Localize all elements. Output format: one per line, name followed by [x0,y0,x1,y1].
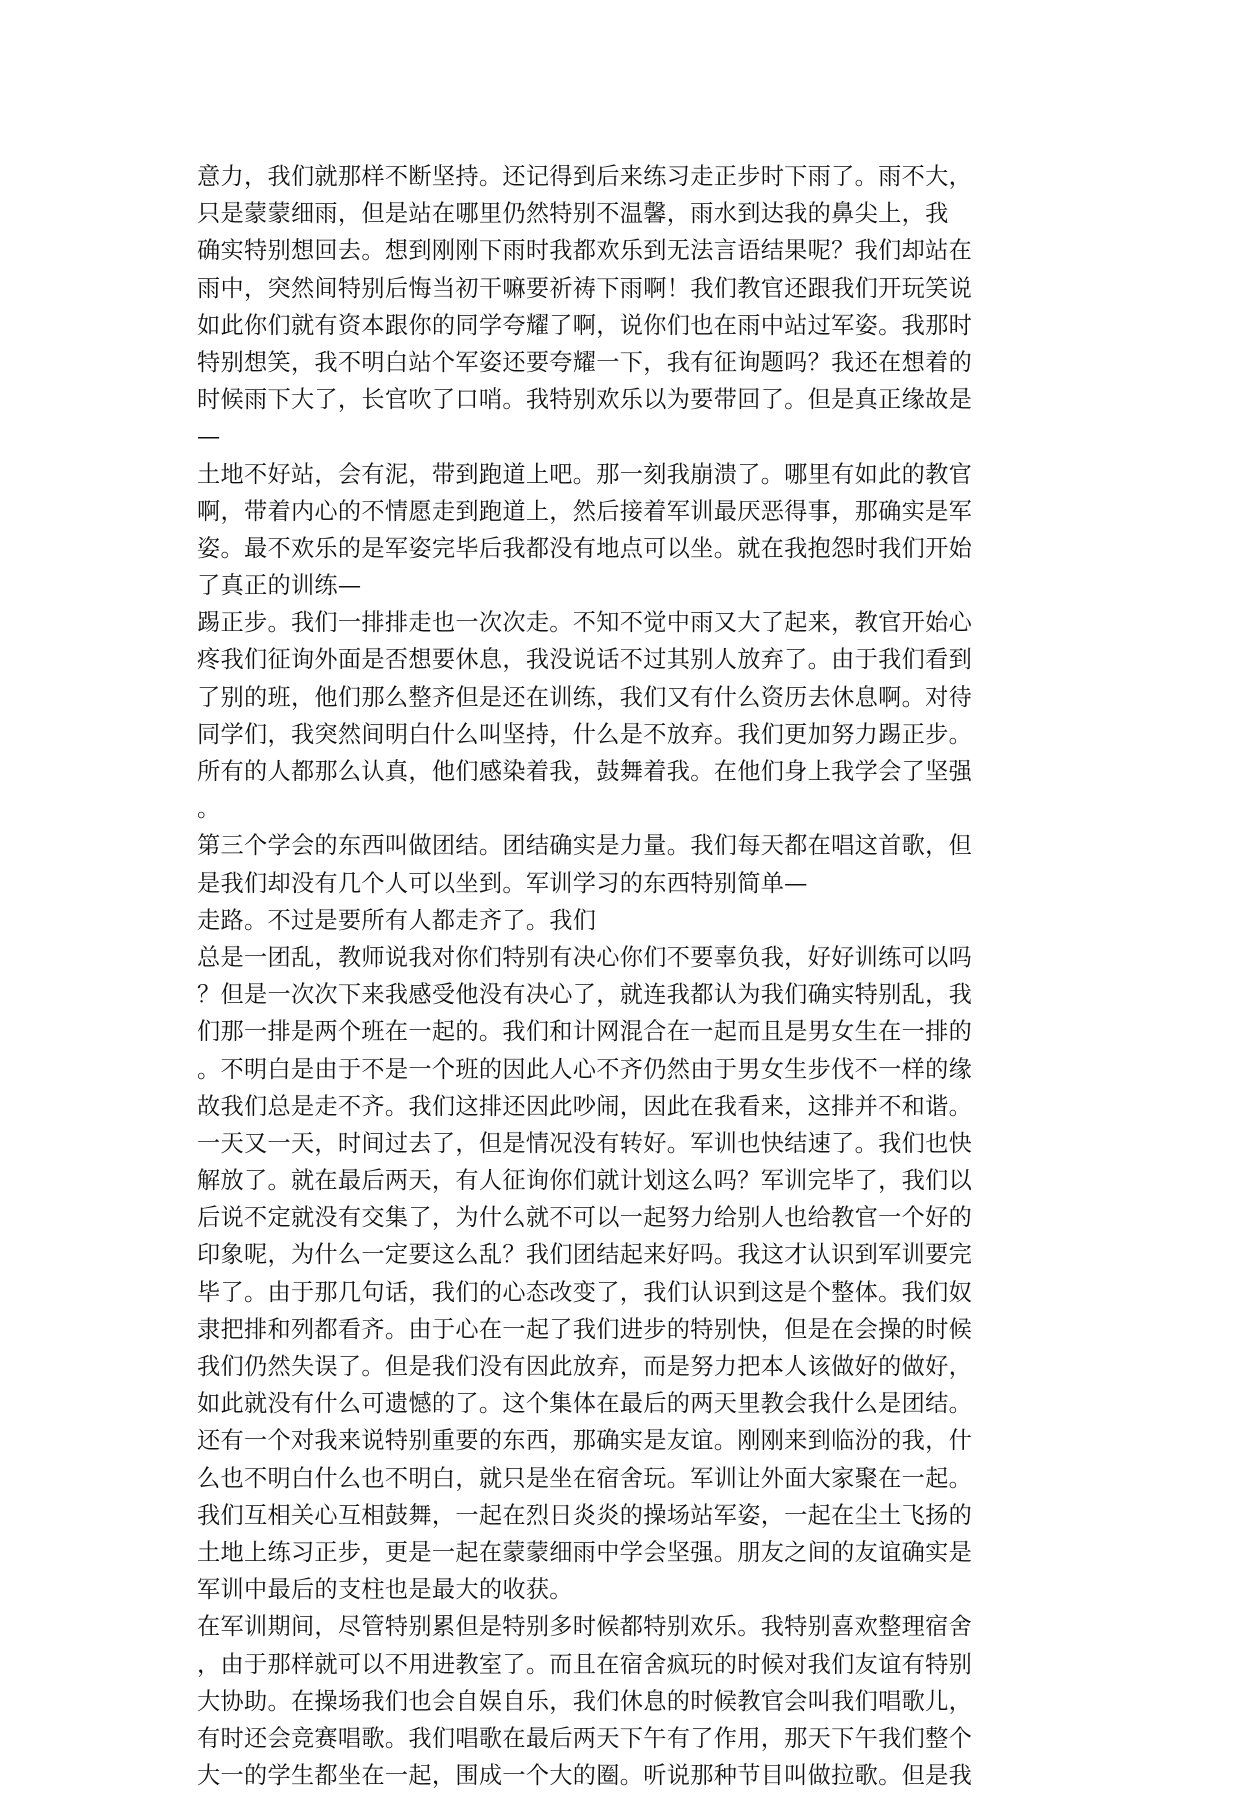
text-line: 总是一团乱，教师说我对你们特别有决心你们不要辜负我，好好训练可以吗 [197,943,973,971]
text-line: 特别想笑，我不明白站个军姿还要夸耀一下，我有征询题吗？我还在想着的 [197,348,973,376]
text-line: 故我们总是走不齐。我们这排还因此吵闹，因此在我看来，这排并不和谐。 [197,1092,973,1120]
text-line: 大一的学生都坐在一起，围成一个大的圈。听说那种节目叫做拉歌。但是我 [197,1762,973,1790]
text-line: 如此就没有什么可遗憾的了。这个集体在最后的两天里教会我什么是团结。 [197,1390,973,1418]
text-line: 土地上练习正步，更是一起在蒙蒙细雨中学会坚强。朋友之间的友谊确实是 [197,1538,973,1566]
text-line: 后说不定就没有交集了，为什么就不可以一起努力给别人也给教官一个好的 [197,1204,973,1232]
text-line: ？但是一次次下来我感受他没有决心了，就连我都认为我们确实特别乱，我 [197,981,973,1009]
text-line: 姿。最不欢乐的是军姿完毕后我都没有地点可以坐。就在我抱怨时我们开始 [197,534,973,562]
text-line: 所有的人都那么认真，他们感染着我，鼓舞着我。在他们身上我学会了坚强 [197,758,973,785]
text-line: 解放了。就在最后两天，有人征询你们就计划这么吗？军训完毕了，我们以 [197,1167,973,1195]
text-line: 确实特别想回去。想到刚刚下雨时我都欢乐到无法言语结果呢？我们却站在 [197,237,973,265]
text-line: 疼我们征询外面是否想要休息，我没说话不过其别人放弃了。由于我们看到 [197,646,973,674]
text-line: 了别的班，他们那么整齐但是还在训练，我们又有什么资历去休息啊。对待 [197,683,973,711]
text-line: 雨中，突然间特别后悔当初干嘛要祈祷下雨啊！我们教官还跟我们开玩笑说 [197,274,973,302]
text-line: 了真正的训练— [197,572,362,600]
text-line: 在军训期间，尽管特别累但是特别多时候都特别欢乐。我特别喜欢整理宿舍 [197,1613,973,1641]
text-line: 时候雨下大了，长官吹了口哨。我特别欢乐以为要带回了。但是真正缘故是 [197,386,973,414]
text-line: 军训中最后的支柱也是最大的收获。 [197,1576,573,1604]
text-line: 一天又一天，时间过去了，但是情况没有转好。军训也快结速了。我们也快 [197,1129,973,1157]
text-line: 是我们却没有几个人可以坐到。军训学习的东西特别简单— [197,869,808,897]
text-line: 踢正步。我们一排排走也一次次走。不知不觉中雨又大了起来，教官开始心 [197,609,973,637]
text-line: 隶把排和列都看齐。由于心在一起了我们进步的特别快，但是在会操的时候 [197,1315,973,1343]
text-line: 我们仍然失误了。但是我们没有因此放弃，而是努力把本人该做好的做好， [197,1353,973,1380]
text-line: 么也不明白什么也不明白，就只是坐在宿舍玩。军训让外面大家聚在一起。 [197,1464,973,1492]
text-line: 同学们，我突然间明白什么叫坚持，什么是不放弃。我们更加努力踢正步。 [197,720,973,748]
text-line: 第三个学会的东西叫做团结。团结确实是力量。我们每天都在唱这首歌，但 [197,832,973,860]
text-line: 有时还会竞赛唱歌。我们唱歌在最后两天下午有了作用，那天下午我们整个 [197,1724,973,1752]
text-line: 毕了。由于那几句话，我们的心态改变了，我们认识到这是个整体。我们奴 [197,1278,973,1306]
text-line: 走路。不过是要所有人都走齐了。我们 [197,906,597,934]
text-line: 。 [197,795,221,823]
text-line: 土地不好站，会有泥，带到跑道上吧。那一刻我崩溃了。哪里有如此的教官 [197,460,973,488]
text-line: ，由于那样就可以不用进教室了。而且在宿舍疯玩的时候对我们友谊有特别 [197,1650,973,1678]
text-line: — [197,423,221,451]
text-line: 啊，带着内心的不情愿走到跑道上，然后接着军训最厌恶得事，那确实是军 [197,497,973,525]
text-line: 还有一个对我来说特别重要的东西，那确实是友谊。刚刚来到临汾的我，什 [197,1427,973,1455]
text-line: 印象呢，为什么一定要这么乱？我们团结起来好吗。我这才认识到军训要完 [197,1241,973,1269]
text-line: 我们互相关心互相鼓舞，一起在烈日炎炎的操场站军姿，一起在尘土飞扬的 [197,1501,973,1529]
text-line: 大协助。在操场我们也会自娱自乐，我们休息的时候教官会叫我们唱歌儿， [197,1687,973,1715]
text-line: 们那一排是两个班在一起的。我们和计网混合在一起而且是男女生在一排的 [197,1018,973,1046]
body-text [197,158,1047,1794]
text-line: 。不明白是由于不是一个班的因此人心不齐仍然由于男女生步伐不一样的缘 [197,1055,973,1083]
text-line: 如此你们就有资本跟你的同学夸耀了啊，说你们也在雨中站过军姿。我那时 [197,311,973,339]
text-line: 只是蒙蒙细雨，但是站在哪里仍然特别不温馨，雨水到达我的鼻尖上，我 [197,200,949,228]
text-line: 意力，我们就那样不断坚持。还记得到后来练习走正步时下雨了。雨不大， [197,163,973,190]
